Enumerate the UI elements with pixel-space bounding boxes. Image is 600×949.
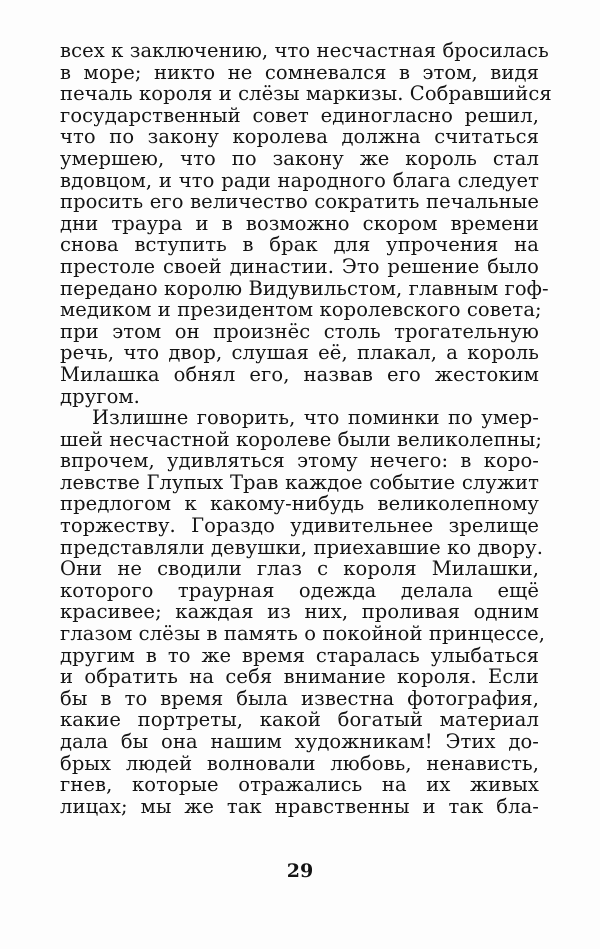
text-line: бы в то время была известна фотография, bbox=[60, 686, 539, 710]
text-line: речь, что двор, слушая её, плакал, а король bbox=[60, 341, 539, 365]
text-line: умершею, что по закону же король стал bbox=[60, 146, 539, 170]
text-line: Излишне говорить, что поминки по умер- bbox=[92, 406, 539, 430]
body-text bbox=[60, 39, 552, 818]
text-line: левстве Глупых Трав каждое событие служит bbox=[60, 470, 539, 494]
text-line: всех к заключению, что несчастная бросилась bbox=[60, 39, 549, 62]
text-line: гнев, которые отражались на их живых bbox=[60, 773, 539, 797]
text-line: красивее; каждая из них, проливая одним bbox=[60, 600, 539, 624]
text-line: которого траурная одежда делала ещё bbox=[60, 578, 539, 602]
text-line: что по закону королева должна считаться bbox=[60, 125, 539, 149]
text-line: просить его величество сократить печальные bbox=[60, 190, 539, 214]
text-line: печаль короля и слёзы маркизы. Собравшийся bbox=[60, 82, 552, 106]
text-line: предлогом к какому-нибудь великолепному bbox=[60, 492, 539, 516]
text-line: шей несчастной королеве были великолепны; bbox=[60, 427, 543, 451]
text-line: в море; никто не сомневался в этом, видя bbox=[60, 60, 539, 84]
text-line: дала бы она нашим художникам! Этих до- bbox=[60, 730, 539, 753]
page-number: 29 bbox=[286, 860, 314, 882]
text-line: государственный совет единогласно решил, bbox=[60, 103, 539, 127]
paragraph-1 bbox=[60, 39, 552, 408]
text-line: лицах; мы же так нравственны и так бла- bbox=[60, 794, 539, 818]
text-line: Милашка обнял его, назвав его жестоким bbox=[60, 362, 539, 386]
text-line: глазом слёзы в память о покойной принцессе, bbox=[60, 622, 546, 646]
text-line: дни траура и в возможно скором времени bbox=[60, 211, 539, 235]
text-line: какие портреты, какой богатый материал bbox=[60, 708, 539, 732]
text-line: торжеству. Гораздо удивительнее зрелище bbox=[60, 514, 539, 538]
text-line: другом. bbox=[60, 384, 140, 408]
text-line: Они не сводили глаз с короля Милашки, bbox=[60, 557, 539, 581]
text-line: престоле своей династии. Это решение было bbox=[60, 254, 539, 278]
text-line: при этом он произнёс столь трогательную bbox=[60, 319, 539, 343]
text-line: передано королю Видувильстом, главным гоф- bbox=[60, 276, 549, 300]
paragraph-2 bbox=[60, 406, 546, 818]
text-line: другим в то же время старалась улыбаться bbox=[60, 643, 539, 667]
text-line: представляли девушки, приехавшие ко двору. bbox=[60, 535, 544, 559]
text-line: вдовцом, и что ради народного блага следует bbox=[60, 168, 539, 192]
text-line: и обратить на себя внимание короля. Если bbox=[60, 665, 539, 689]
text-line: снова вступить в брак для упрочения на bbox=[60, 233, 539, 257]
text-line: впрочем, удивляться этому нечего: в коро- bbox=[60, 449, 539, 473]
text-line: брых людей волновали любовь, ненависть, bbox=[60, 751, 539, 775]
text-line: медиком и президентом королевского совета; bbox=[60, 298, 542, 322]
